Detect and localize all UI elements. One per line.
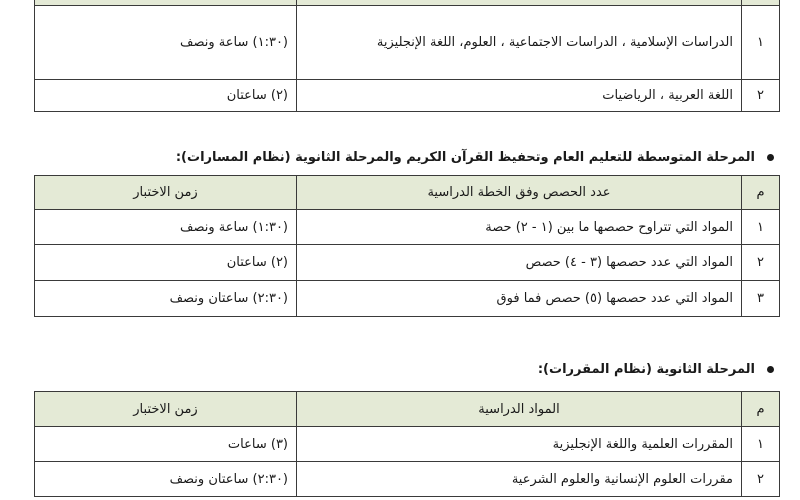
bullet-icon (767, 154, 774, 161)
row-duration: (١:٣٠) ساعة ونصف (35, 6, 297, 80)
header-subjects: المواد الدراسية (297, 392, 742, 427)
row-duration: (٣) ساعات (35, 427, 297, 462)
table-row (35, 210, 780, 245)
row-number: ١ (742, 210, 780, 245)
exam-table-3 (34, 391, 780, 497)
row-number: ٣ (742, 281, 780, 317)
section-heading-intermediate (176, 150, 774, 165)
row-subjects: المواد التي تتراوح حصصها ما بين (١ - ٢) حصة (297, 210, 742, 245)
table-row (35, 6, 780, 80)
header-duration: زمن الاختبار (35, 176, 297, 210)
table-header-row (35, 392, 780, 427)
table-header-row (35, 176, 780, 210)
row-subjects: المواد التي عدد حصصها (٥) حصص فما فوق (297, 281, 742, 317)
row-number: ٢ (742, 462, 780, 497)
header-subjects: عدد الحصص وفق الخطة الدراسية (297, 176, 742, 210)
table-row (35, 281, 780, 317)
table-row (35, 462, 780, 497)
section-heading-secondary (538, 362, 774, 377)
header-num: م (742, 392, 780, 427)
row-number: ١ (742, 427, 780, 462)
bullet-icon (767, 366, 774, 373)
section-heading-text: المرحلة المتوسطة للتعليم العام وتحفيظ القرآن الكريم والمرحلة الثانوية (نظام المسارات): (175, 150, 755, 165)
row-subjects: المقررات العلمية واللغة الإنجليزية (297, 427, 742, 462)
exam-table-2 (34, 175, 780, 317)
row-duration: (٢:٣٠) ساعتان ونصف (35, 281, 297, 317)
header-duration: زمن الاختبار (35, 392, 297, 427)
row-subjects: الدراسات الإسلامية ، الدراسات الاجتماعية ، العلوم، اللغة الإنجليزية (297, 6, 742, 80)
section-heading-text: المرحلة الثانوية (نظام المقررات): (537, 362, 755, 377)
row-subjects: المواد التي عدد حصصها (٣ - ٤) حصص (297, 245, 742, 281)
row-subjects: اللغة العربية ، الرياضيات (297, 80, 742, 112)
table-row (35, 245, 780, 281)
row-number: ٢ (742, 245, 780, 281)
row-duration: (١:٣٠) ساعة ونصف (35, 210, 297, 245)
exam-table-1 (34, 0, 780, 112)
row-duration: (٢) ساعتان (35, 245, 297, 281)
row-duration: (٢:٣٠) ساعتان ونصف (35, 462, 297, 497)
row-number: ١ (742, 6, 780, 80)
row-duration: (٢) ساعتان (35, 80, 297, 112)
row-subjects: مقررات العلوم الإنسانية والعلوم الشرعية (297, 462, 742, 497)
table-row (35, 80, 780, 112)
table-row (35, 427, 780, 462)
header-num: م (742, 176, 780, 210)
row-number: ٢ (742, 80, 780, 112)
